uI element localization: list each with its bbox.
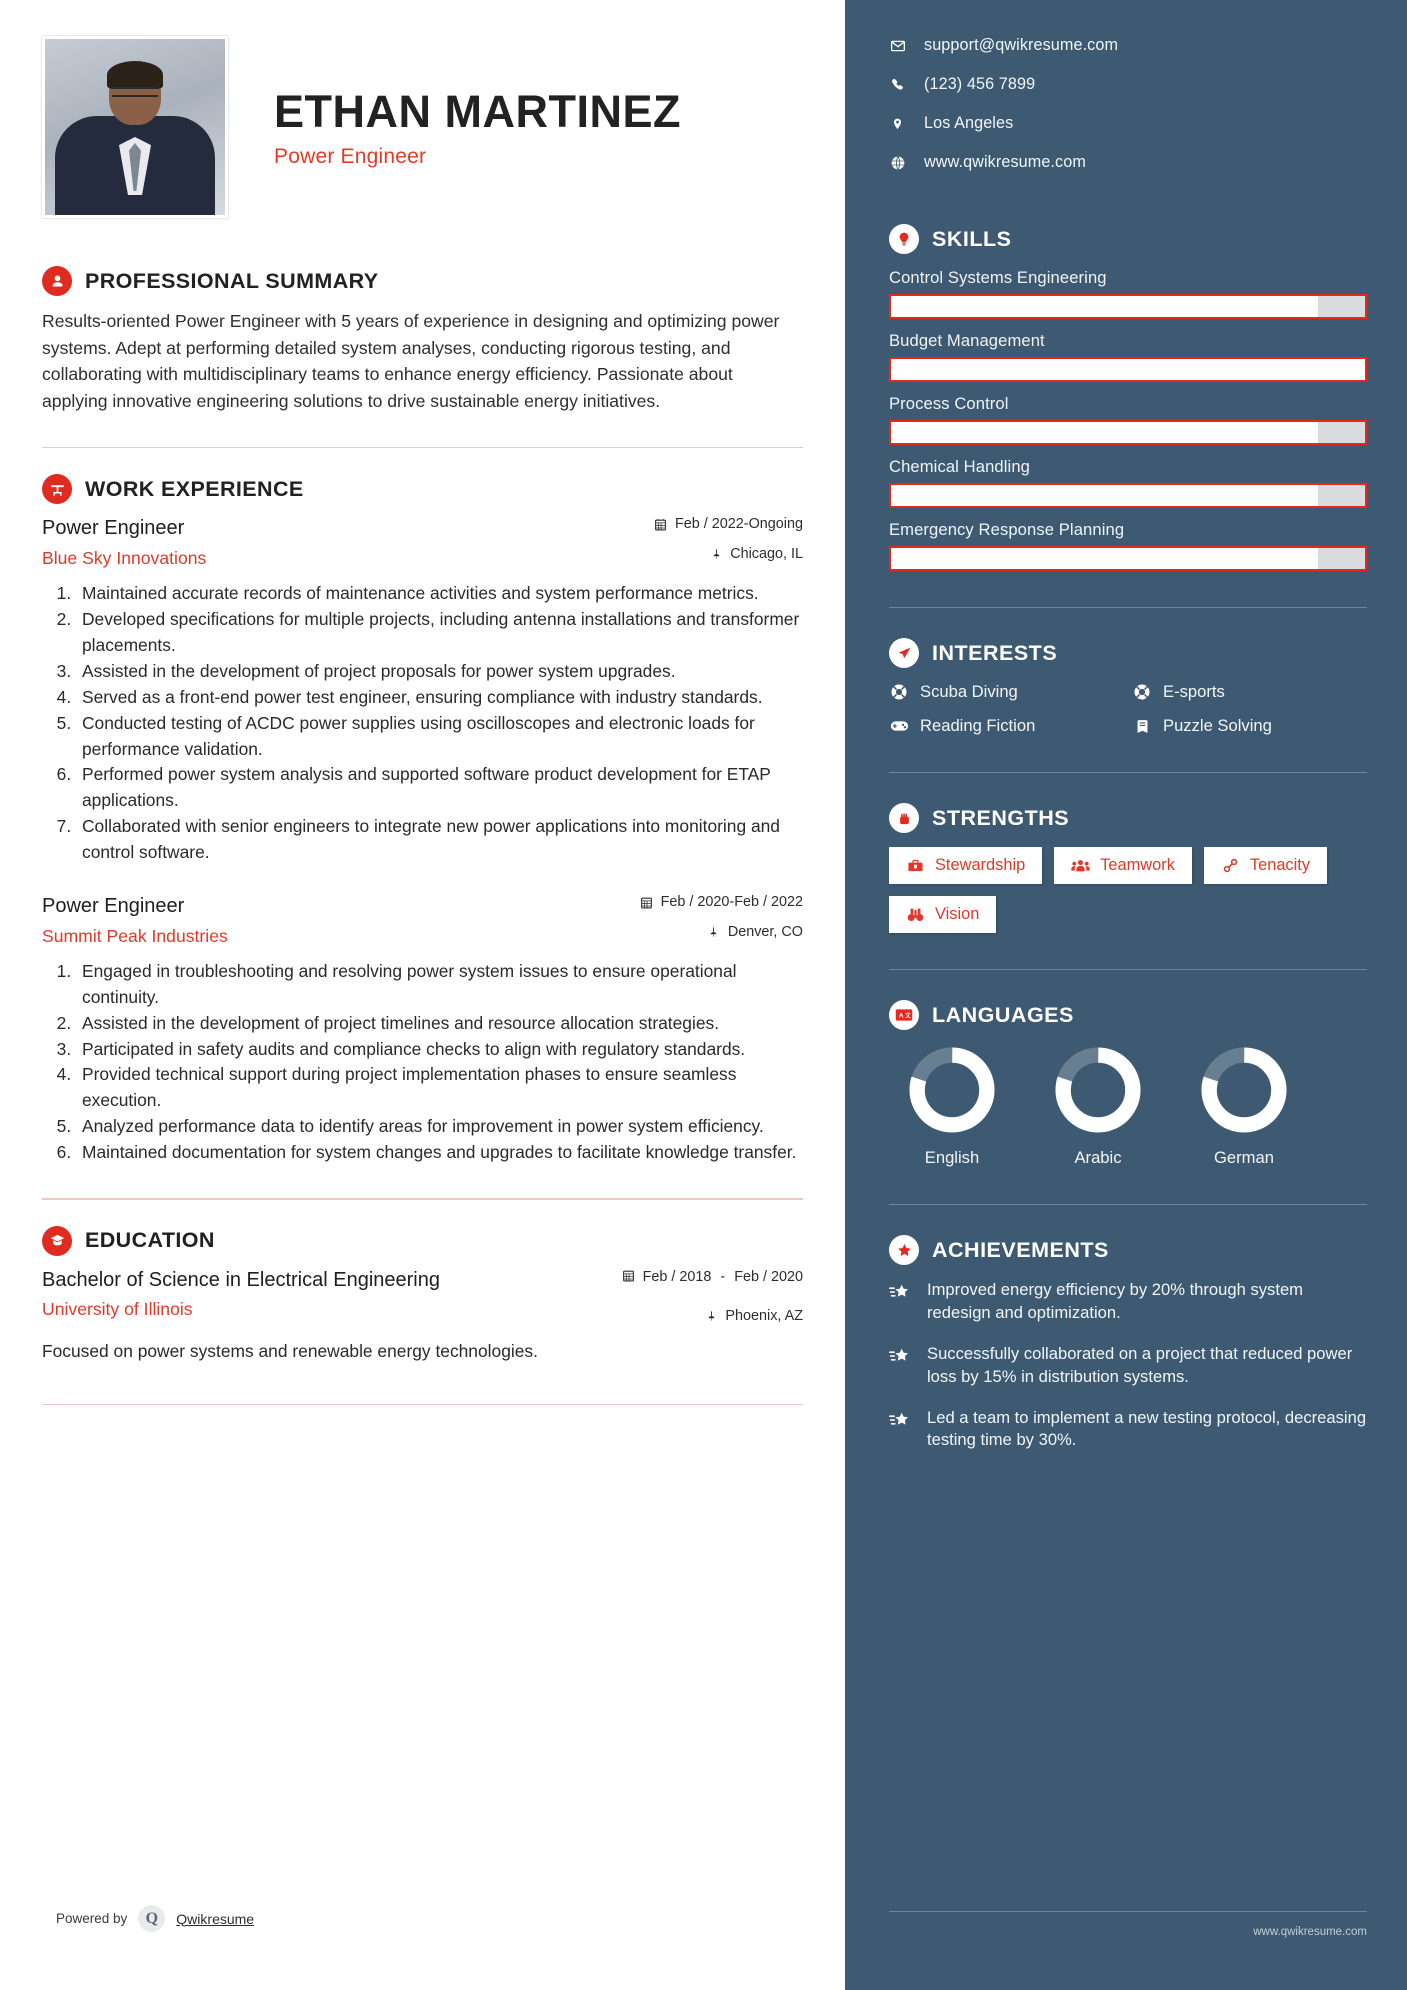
raised-fist-icon: [889, 803, 919, 833]
skill-progress-fill: [891, 359, 1365, 380]
skill-label: Budget Management: [889, 331, 1045, 350]
job-location: [640, 924, 803, 940]
lightbulb-icon: [889, 224, 919, 254]
gamepad-icon: [889, 719, 909, 733]
list-item: 1. Engaged in troubleshooting and resolving power system issues to ensure operational continuity.: [76, 959, 803, 1011]
section-languages: [889, 1000, 1367, 1168]
summary-text: Results-oriented Power Engineer with 5 years of experience in designing and optimizing power systems. Adept at performing detailed system analyses, conducting rigorous testing, and collaborating with multidisciplinary teams to enhance energy efficiency. Passionate about applying innovative engineering solutions to drive sustainable energy initiatives.: [42, 311, 780, 412]
contact-list: [889, 36, 1367, 172]
list-item: 1. Maintained accurate records of maintenance activities and system performance metrics.: [76, 581, 803, 607]
skill-progress-fill: [891, 422, 1318, 443]
list-item: 7. Collaborated with senior engineers to integrate new power applications into monitoring and control software.: [76, 814, 803, 866]
interest-label: E-sports: [1163, 682, 1225, 701]
skill-label: Chemical Handling: [889, 457, 1030, 476]
language-item: [1185, 1044, 1303, 1168]
calendar-icon: [654, 517, 668, 532]
language-badge-icon: [889, 1000, 919, 1030]
skill-item: [889, 268, 1367, 319]
job-dates: [654, 516, 803, 532]
list-item: 6. Performed power system analysis and supported software product development for ETAP applications.: [76, 762, 803, 814]
job-position: Power Engineer: [42, 517, 185, 540]
strength-tag: [889, 896, 996, 933]
job-bullet-list: [42, 581, 803, 866]
list-item: 2. Assisted in the development of project timelines and resource allocation strategies.: [76, 1011, 803, 1037]
skill-progress-fill: [891, 296, 1318, 317]
language-donut-chart: [906, 1044, 998, 1136]
graduation-icon: [42, 1226, 72, 1256]
section-heading: [889, 803, 1367, 833]
strength-label: Vision: [935, 905, 980, 923]
education-date-end: Feb / 2020: [734, 1268, 803, 1285]
svg-text:文: 文: [904, 1013, 911, 1020]
user-icon: [42, 266, 72, 296]
skill-progress-bar: [889, 420, 1367, 445]
strengths-list: [889, 847, 1367, 933]
list-item: 3. Participated in safety audits and compliance checks to align with regulatory standards.: [76, 1037, 803, 1063]
section-divider: [42, 1198, 803, 1200]
shooting-star-icon: [889, 1279, 913, 1325]
mail-icon: [889, 38, 906, 54]
language-label: Arabic: [1074, 1148, 1122, 1167]
link-chain-icon: [1221, 857, 1240, 874]
section-divider: [42, 1404, 803, 1406]
section-title: EDUCATION: [85, 1228, 215, 1253]
sidebar-website-footer: www.qwikresume.com: [1253, 1926, 1367, 1938]
list-item: 3. Assisted in the development of project proposals for power system upgrades.: [76, 659, 803, 685]
sidebar-column: [845, 0, 1407, 1990]
section-heading: [42, 266, 803, 296]
qwikresume-link[interactable]: Qwikresume: [176, 1910, 255, 1927]
interest-item: [1132, 716, 1367, 736]
job-location-text: Denver, CO: [727, 924, 803, 941]
strength-tag: [889, 847, 1042, 884]
section-title: WORK EXPERIENCE: [85, 476, 304, 501]
skill-label: Process Control: [889, 394, 1009, 413]
education-date-separator: -: [720, 1268, 726, 1285]
section-title: PROFESSIONAL SUMMARY: [85, 268, 379, 293]
skill-progress-bar: [889, 546, 1367, 571]
svg-text:A: A: [898, 1012, 904, 1020]
languages-list: [889, 1044, 1367, 1168]
education-dates: [622, 1268, 803, 1286]
achievement-item: [889, 1407, 1367, 1453]
list-item: 2. Developed specifications for multiple projects, including antenna installations and transformer placements.: [76, 607, 803, 659]
interest-item: [1132, 682, 1367, 702]
contact-phone[interactable]: [889, 75, 1367, 94]
job-bullet-list: [42, 959, 803, 1166]
education-location-text: Phoenix, AZ: [725, 1307, 803, 1324]
section-title: ACHIEVEMENTS: [932, 1237, 1109, 1262]
work-entry: [42, 516, 803, 866]
education-date-start: Feb / 2018: [642, 1268, 712, 1285]
section-work-experience: [42, 474, 803, 1166]
section-interests: [889, 638, 1367, 736]
profile-photo: [42, 36, 228, 218]
work-entry: [42, 894, 803, 1166]
people-group-icon: [1071, 858, 1090, 873]
language-item: [893, 1044, 1011, 1168]
calendar-icon: [622, 1268, 636, 1283]
sidebar-divider: [889, 1204, 1367, 1205]
star-badge-icon: [889, 1235, 919, 1265]
skill-item: [889, 457, 1367, 508]
contact-phone-text: (123) 456 7899: [924, 75, 1036, 93]
skill-label: Control Systems Engineering: [889, 268, 1107, 287]
section-title: STRENGTHS: [932, 805, 1070, 830]
skill-progress-bar: [889, 294, 1367, 319]
sidebar-divider: [889, 607, 1367, 608]
education-school: University of Illinois: [42, 1299, 193, 1320]
job-organization: Blue Sky Innovations: [42, 548, 207, 569]
skill-progress-fill: [891, 548, 1318, 569]
paper-plane-icon: [889, 638, 919, 668]
section-title: INTERESTS: [932, 640, 1058, 665]
section-heading: [42, 1226, 803, 1256]
interests-grid: [889, 682, 1367, 736]
section-professional-summary: [42, 266, 803, 415]
achievement-text: Improved energy efficiency by 20% through system redesign and optimization.: [927, 1280, 1304, 1322]
shooting-star-icon: [889, 1407, 913, 1453]
strength-label: Teamwork: [1100, 856, 1175, 874]
job-location: [654, 546, 803, 562]
section-title: SKILLS: [932, 226, 1012, 251]
interest-label: Scuba Diving: [920, 682, 1018, 701]
section-skills: [889, 224, 1367, 571]
job-position: Power Engineer: [42, 895, 185, 918]
interest-label: Puzzle Solving: [1163, 716, 1272, 735]
skill-item: [889, 520, 1367, 571]
section-title: LANGUAGES: [932, 1002, 1074, 1027]
toolbox-icon: [906, 858, 925, 873]
strength-tag: [1204, 847, 1327, 884]
language-donut-chart: [1198, 1044, 1290, 1136]
location-pin-icon: [704, 1308, 718, 1323]
powered-by-label: Powered by: [56, 1911, 128, 1926]
section-heading: [889, 1235, 1367, 1265]
achievement-item: [889, 1279, 1367, 1325]
education-degree: Bachelor of Science in Electrical Engineering: [42, 1268, 440, 1291]
qwikresume-logo-icon: Q: [138, 1905, 165, 1932]
section-divider: [42, 447, 803, 449]
language-label: German: [1214, 1148, 1274, 1167]
location-pin-icon: [709, 547, 723, 562]
achievement-item: [889, 1343, 1367, 1389]
section-heading: [889, 224, 1367, 254]
section-education: [42, 1226, 803, 1364]
location-pin-icon: [889, 116, 906, 132]
job-title: Power Engineer: [274, 145, 427, 169]
achievement-text: Successfully collaborated on a project that reduced power loss by 15% in distribution systems.: [927, 1343, 1353, 1386]
strength-tag: [1054, 847, 1192, 884]
list-item: 6. Maintained documentation for system changes and upgrades to facilitate knowledge transfer.: [76, 1140, 803, 1166]
list-item: 4. Provided technical support during project implementation phases to ensure seamless execution.: [76, 1062, 803, 1114]
contact-email[interactable]: [889, 36, 1367, 55]
skill-progress-bar: [889, 357, 1367, 382]
job-dates-text: Feb / 2022-Ongoing: [674, 516, 803, 533]
lifebuoy-icon: [889, 683, 909, 701]
shooting-star-icon: [889, 1343, 913, 1389]
location-pin-icon: [707, 925, 721, 940]
job-dates: [640, 894, 803, 910]
strength-label: Stewardship: [935, 856, 1026, 874]
language-label: English: [924, 1148, 980, 1167]
page-title: ETHAN MARTINEZ: [274, 86, 681, 137]
education-description: Focused on power systems and renewable energy technologies.: [42, 1340, 538, 1361]
job-dates-text: Feb / 2020-Feb / 2022: [660, 894, 803, 911]
briefcase-desk-icon: [42, 474, 72, 504]
contact-website[interactable]: [889, 153, 1367, 172]
contact-location-text: Los Angeles: [924, 114, 1014, 132]
contact-location: [889, 114, 1367, 133]
skill-item: [889, 331, 1367, 382]
resume-header: [42, 36, 803, 218]
interest-item: [889, 716, 1124, 736]
section-strengths: [889, 803, 1367, 933]
achievement-text: Led a team to implement a new testing protocol, decreasing testing time by 30%.: [927, 1407, 1367, 1450]
interest-item: [889, 682, 1124, 702]
section-heading: [889, 638, 1367, 668]
skill-label: Emergency Response Planning: [889, 520, 1125, 539]
calendar-icon: [640, 895, 654, 910]
interest-label: Reading Fiction: [920, 716, 1036, 735]
list-item: 4. Served as a front-end power test engineer, ensuring compliance with industry standards.: [76, 685, 803, 711]
powered-by-footer: [56, 1905, 254, 1932]
section-achievements: [889, 1235, 1367, 1452]
list-item: 5. Conducted testing of ACDC power supplies using oscilloscopes and electronic loads for performance validation.: [76, 711, 803, 763]
name-block: [228, 36, 681, 169]
section-heading: [889, 1000, 1367, 1030]
job-location-text: Chicago, IL: [730, 546, 803, 563]
binoculars-icon: [906, 907, 925, 923]
skill-item: [889, 394, 1367, 445]
sidebar-divider: [889, 969, 1367, 970]
skill-progress-bar: [889, 483, 1367, 508]
contact-website-text: www.qwikresume.com: [924, 153, 1086, 171]
sidebar-divider: [889, 772, 1367, 773]
education-location: [622, 1308, 803, 1324]
skill-progress-fill: [891, 485, 1318, 506]
lifebuoy-icon: [1132, 683, 1152, 701]
contact-email-text: support@qwikresume.com: [924, 36, 1119, 54]
list-item: 5. Analyzed performance data to identify areas for improvement in power system efficiency.: [76, 1114, 803, 1140]
globe-icon: [889, 155, 906, 171]
sidebar-footer-divider: [889, 1911, 1367, 1912]
language-item: [1039, 1044, 1157, 1168]
job-organization: Summit Peak Industries: [42, 925, 228, 946]
language-donut-chart: [1052, 1044, 1144, 1136]
phone-icon: [889, 77, 906, 92]
section-heading: [42, 474, 803, 504]
strength-label: Tenacity: [1249, 856, 1311, 874]
book-icon: [1132, 718, 1152, 735]
